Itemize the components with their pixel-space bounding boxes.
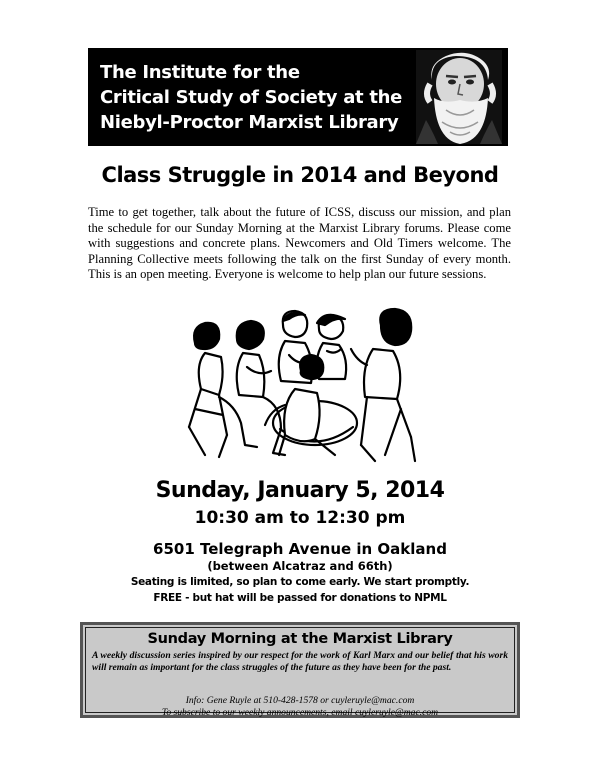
subscribe-info: To subscribe to our weekly announcements, email cuyleruyle@mac.com bbox=[161, 707, 439, 718]
banner-line-3: Niebyl-Proctor Marxist Library bbox=[100, 112, 399, 133]
event-address: 6501 Telegraph Avenue in Oakland bbox=[153, 540, 447, 558]
series-title: Sunday Morning at the Marxist Library bbox=[147, 631, 453, 647]
banner-line-1: The Institute for the bbox=[100, 62, 300, 83]
donation-note: FREE - but hat will be passed for donations to NPML bbox=[153, 592, 447, 604]
event-time: 10:30 am to 12:30 pm bbox=[194, 508, 406, 528]
marx-portrait-image bbox=[416, 50, 502, 144]
event-date: Sunday, January 5, 2014 bbox=[155, 478, 445, 503]
banner-line-2: Critical Study of Society at the bbox=[100, 87, 403, 108]
event-cross-streets: (between Alcatraz and 66th) bbox=[207, 559, 393, 573]
series-info-box bbox=[80, 622, 520, 718]
banner-title bbox=[100, 60, 420, 135]
intro-paragraph: Time to get together, talk about the future of ICSS, discuss our mission, and plan the schedule for our Sunday Morning at the Marxist Library forums. Please come with suggestions and concrete plans. Newcomers and Old Timers welcome. The Planning Collective meets following the talk on the first Sunday of every month. This is an open meeting. Everyone is welcome to help plan our future sessions. bbox=[88, 205, 511, 282]
seating-note: Seating is limited, so plan to come early. We start promptly. bbox=[130, 576, 470, 588]
series-description: A weekly discussion series inspired by our respect for the work of Karl Marx and our belief that his work will remain as important for the class struggles of the future as they have been for the past. bbox=[92, 650, 508, 673]
header-banner bbox=[88, 48, 508, 146]
discussion-group-illustration bbox=[185, 305, 420, 465]
event-headline: Class Struggle in 2014 and Beyond bbox=[101, 163, 499, 187]
contact-info: Info: Gene Ruyle at 510-428-1578 or cuyleruyle@mac.com bbox=[185, 695, 415, 706]
